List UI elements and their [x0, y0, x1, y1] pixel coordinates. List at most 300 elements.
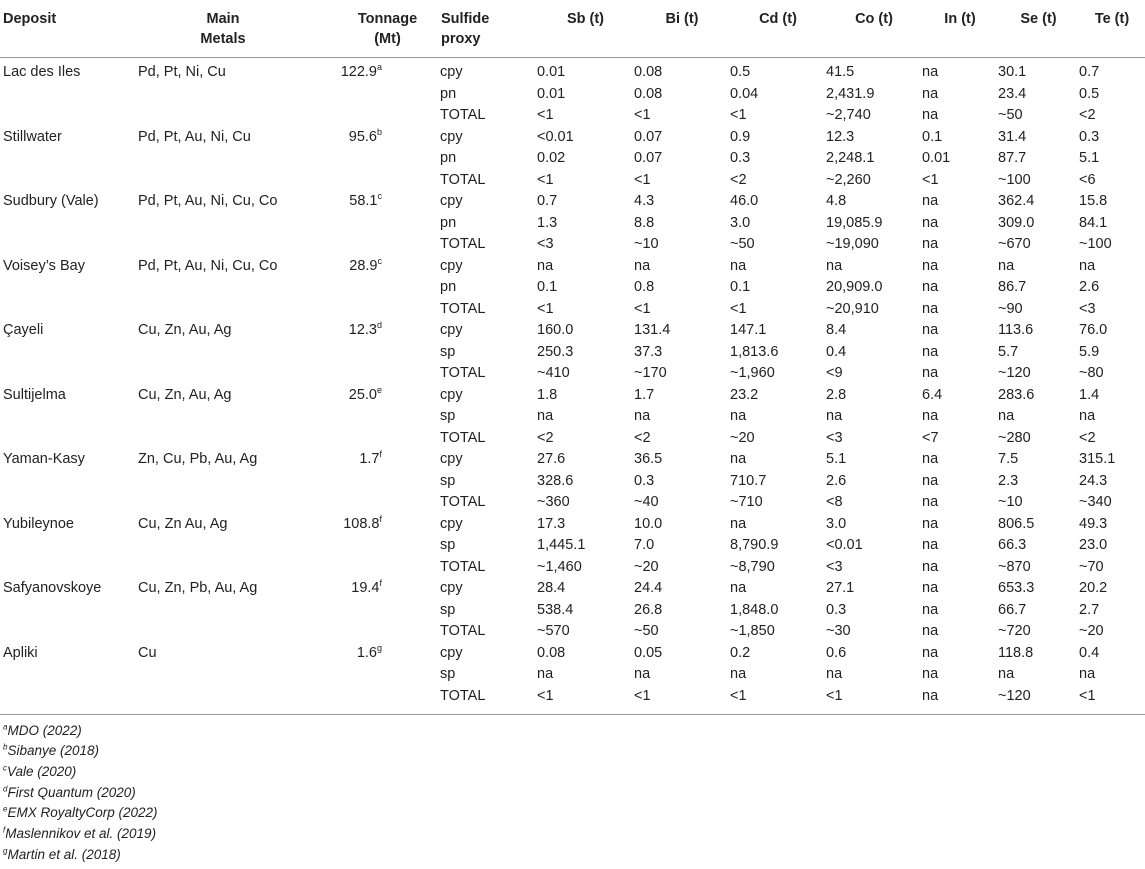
cell-proxy: cpy: [440, 193, 463, 209]
cell-deposit: [0, 363, 138, 385]
cell-se: 7.5: [998, 451, 1019, 467]
cell-sb: ~1,460: [537, 558, 582, 575]
cell-co: 2.6: [826, 472, 847, 489]
cell-tonnage: [308, 535, 440, 557]
cell-sb: <0.01: [537, 128, 574, 145]
footnote-text: First Quantum (2020): [7, 784, 136, 800]
cell-co: 8.4: [826, 322, 847, 338]
footnote-marker: c: [3, 763, 7, 773]
cell-main-metals: [138, 621, 308, 643]
cell-te: 315.1: [1079, 451, 1116, 467]
cell-main-metals: Cu, Zn, Au, Ag: [138, 386, 232, 403]
cell-te: 0.5: [1079, 85, 1100, 102]
cell-se: 362.4: [998, 193, 1035, 209]
cell-deposit: Safyanovskoye: [3, 580, 102, 596]
col-header-main-metals: Main Metals: [138, 0, 308, 58]
cell-main-metals: [138, 277, 308, 299]
cell-se: na: [998, 257, 1015, 274]
cell-proxy: TOTAL: [440, 429, 486, 446]
cell-in: na: [922, 107, 939, 123]
cell-cd: ~8,790: [730, 558, 775, 575]
footnote-text: Maslennikov et al. (2019): [5, 826, 157, 842]
cell-cd: <1: [730, 107, 747, 123]
cell-sb: 28.4: [537, 580, 566, 596]
cell-sb: 1.3: [537, 214, 558, 231]
table-row: [0, 471, 1145, 493]
cell-se: 653.3: [998, 580, 1035, 596]
footnote-text: Vale (2020): [7, 763, 77, 779]
footnote-marker: c: [377, 191, 382, 202]
col-header-sulfide-proxy: Sulfide proxy: [440, 0, 537, 58]
cell-proxy: cpy: [440, 644, 463, 661]
table-row: [0, 277, 1145, 299]
cell-te: 84.1: [1079, 214, 1108, 231]
cell-deposit: [0, 342, 138, 364]
col-header-sb: Sb (t): [537, 0, 634, 58]
cell-co: 20,909.0: [826, 279, 883, 295]
cell-deposit: Sultijelma: [3, 386, 66, 403]
cell-deposit: [0, 170, 138, 192]
cell-se: ~100: [998, 171, 1031, 188]
cell-bi: <2: [634, 429, 651, 446]
table-row: [0, 299, 1145, 321]
cell-se: 5.7: [998, 343, 1019, 360]
cell-proxy: TOTAL: [440, 107, 486, 123]
table-row: [0, 686, 1145, 715]
cell-proxy: cpy: [440, 322, 463, 338]
cell-proxy: cpy: [440, 580, 463, 596]
footnote-marker: g: [3, 846, 8, 856]
cell-in: na: [922, 257, 939, 274]
cell-co: <3: [826, 558, 843, 575]
cell-in: na: [922, 300, 939, 317]
cell-proxy: TOTAL: [440, 494, 486, 510]
cell-in: na: [922, 64, 939, 80]
cell-in: na: [922, 515, 939, 532]
footnote-marker: d: [3, 784, 8, 794]
cell-co: ~30: [826, 623, 851, 639]
cell-deposit: [0, 84, 138, 106]
cell-bi: 7.0: [634, 537, 655, 553]
cell-tonnage: 1.7$^f$: [359, 449, 382, 467]
cell-te: ~80: [1079, 365, 1104, 381]
cell-sb: <1: [537, 300, 554, 317]
cell-proxy: cpy: [440, 515, 463, 532]
cell-in: na: [922, 322, 939, 338]
footnote-text: EMX RoyaltyCorp (2022): [7, 805, 158, 821]
cell-proxy: pn: [440, 279, 457, 295]
cell-main-metals: Cu, Zn, Au, Ag: [138, 322, 232, 338]
cell-sb: 250.3: [537, 343, 574, 360]
cell-deposit: [0, 234, 138, 256]
cell-co: na: [826, 408, 843, 424]
cell-bi: 0.08: [634, 64, 663, 80]
cell-deposit: [0, 557, 138, 579]
cell-main-metals: [138, 535, 308, 557]
cell-in: <1: [922, 171, 939, 188]
cell-te: ~340: [1079, 494, 1112, 510]
cell-in: <7: [922, 429, 939, 446]
cell-bi: na: [634, 257, 651, 274]
cell-deposit: [0, 299, 138, 321]
cell-sb: ~360: [537, 494, 570, 510]
col-header-te: Te (t): [1079, 0, 1145, 58]
cell-co: 2,431.9: [826, 85, 875, 102]
cell-cd: 0.04: [730, 85, 759, 102]
cell-te: 15.8: [1079, 193, 1108, 209]
cell-deposit: Yubileynoe: [3, 515, 74, 532]
cell-se: ~870: [998, 558, 1031, 575]
cell-co: 0.3: [826, 601, 847, 618]
cell-bi: 0.05: [634, 644, 663, 661]
footnote: [3, 741, 1145, 762]
cell-main-metals: [138, 363, 308, 385]
cell-te: 20.2: [1079, 580, 1108, 596]
cell-bi: 0.08: [634, 85, 663, 102]
cell-co: 5.1: [826, 451, 847, 467]
footnote: [3, 803, 1145, 824]
cell-in: na: [922, 666, 939, 682]
cell-proxy: TOTAL: [440, 236, 486, 252]
cell-bi: 4.3: [634, 193, 655, 209]
cell-se: ~10: [998, 494, 1023, 510]
cell-proxy: TOTAL: [440, 171, 486, 188]
cell-main-metals: [138, 299, 308, 321]
cell-te: na: [1079, 257, 1096, 274]
cell-te: 5.9: [1079, 343, 1100, 360]
cell-bi: 0.8: [634, 279, 655, 295]
cell-co: <9: [826, 365, 843, 381]
footnotes: [0, 721, 1145, 866]
cell-te: ~20: [1079, 623, 1104, 639]
cell-cd: 0.3: [730, 150, 751, 166]
cell-in: 0.1: [922, 128, 943, 145]
cell-co: 4.8: [826, 193, 847, 209]
cell-bi: <1: [634, 171, 651, 188]
cell-in: na: [922, 85, 939, 102]
cell-se: 87.7: [998, 150, 1027, 166]
cell-in: na: [922, 623, 939, 639]
cell-sb: 27.6: [537, 451, 566, 467]
col-header-se: Se (t): [998, 0, 1079, 58]
cell-bi: 0.07: [634, 150, 663, 166]
table-row: [0, 148, 1145, 170]
cell-tonnage: 122.9$^a$: [340, 62, 382, 80]
cell-deposit: [0, 105, 138, 127]
cell-se: 283.6: [998, 386, 1035, 403]
col-header-tonnage: Tonnage (Mt): [308, 0, 440, 58]
footnote-text: Martin et al. (2018): [7, 846, 121, 862]
cell-tonnage: [308, 299, 440, 321]
cell-deposit: [0, 428, 138, 450]
cell-tonnage: [308, 148, 440, 170]
cell-cd: 0.1: [730, 279, 751, 295]
cell-co: 2,248.1: [826, 150, 875, 166]
cell-te: <2: [1079, 107, 1096, 123]
footnote-marker: e: [3, 804, 8, 814]
footnote-marker: a: [376, 62, 382, 73]
cell-bi: 37.3: [634, 343, 663, 360]
cell-bi: 24.4: [634, 580, 663, 596]
cell-se: ~50: [998, 107, 1023, 123]
cell-cd: na: [730, 451, 747, 467]
cell-main-metals: [138, 213, 308, 235]
cell-proxy: TOTAL: [440, 300, 486, 317]
cell-bi: 36.5: [634, 451, 663, 467]
cell-bi: ~20: [634, 558, 659, 575]
cell-proxy: cpy: [440, 451, 463, 467]
table-row: [0, 363, 1145, 385]
cell-co: na: [826, 666, 843, 682]
footnote-marker: b: [3, 742, 8, 752]
cell-proxy: pn: [440, 214, 457, 231]
cell-in: na: [922, 279, 939, 295]
cell-co: <1: [826, 686, 922, 715]
cell-in: 6.4: [922, 386, 943, 403]
cell-cd: 3.0: [730, 214, 751, 231]
cell-se: 31.4: [998, 128, 1027, 145]
cell-cd: na: [730, 666, 747, 682]
cell-bi: ~40: [634, 494, 659, 510]
cell-te: 2.6: [1079, 279, 1100, 295]
cell-se: ~90: [998, 300, 1023, 317]
col-header-bi: Bi (t): [634, 0, 730, 58]
cell-cd: na: [730, 515, 747, 532]
cell-se: 113.6: [998, 322, 1034, 338]
footnote: [3, 721, 1145, 742]
cell-cd: <2: [730, 171, 747, 188]
cell-in: na: [922, 236, 939, 252]
cell-tonnage: [308, 686, 440, 715]
col-header-co: Co (t): [826, 0, 922, 58]
cell-cd: na: [730, 408, 747, 424]
table-row: [0, 170, 1145, 192]
cell-in: na: [922, 494, 939, 510]
cell-te: 49.3: [1079, 515, 1108, 532]
cell-deposit: Voisey’s Bay: [3, 257, 85, 274]
cell-te: <1: [1079, 686, 1145, 715]
cell-te: na: [1079, 666, 1096, 682]
cell-bi: ~50: [634, 623, 659, 639]
cell-se: ~670: [998, 236, 1031, 252]
cell-sb: na: [537, 666, 554, 682]
cell-sb: <1: [537, 107, 554, 123]
cell-main-metals: Pd, Pt, Au, Ni, Cu, Co: [138, 257, 278, 274]
cell-main-metals: [138, 234, 308, 256]
cell-deposit: Sudbury (Vale): [3, 193, 99, 209]
table-row: [0, 449, 1145, 471]
cell-cd: 0.5: [730, 64, 751, 80]
cell-tonnage: [308, 664, 440, 686]
table-body: [0, 58, 1145, 715]
cell-proxy: sp: [440, 472, 456, 489]
cell-tonnage: [308, 170, 440, 192]
cell-deposit: [0, 277, 138, 299]
cell-te: 0.7: [1079, 64, 1100, 80]
cell-deposit: Lac des Iles: [3, 64, 81, 80]
table-row: [0, 643, 1145, 665]
cell-co: <3: [826, 429, 843, 446]
footnote-marker: c: [377, 255, 382, 266]
cell-te: ~100: [1079, 236, 1112, 252]
cell-deposit: [0, 471, 138, 493]
cell-bi: 1.7: [634, 386, 655, 403]
cell-se: 806.5: [998, 515, 1035, 532]
cell-in: na: [922, 214, 939, 231]
table-row: [0, 492, 1145, 514]
cell-bi: <1: [634, 300, 651, 317]
cell-tonnage: [308, 471, 440, 493]
cell-sb: 1.8: [537, 386, 558, 403]
cell-tonnage: [308, 406, 440, 428]
cell-proxy: sp: [440, 537, 456, 553]
cell-te: 76.0: [1079, 322, 1108, 338]
cell-co: ~2,260: [826, 171, 871, 188]
cell-tonnage: [308, 342, 440, 364]
cell-tonnage: 95.6$^b$: [348, 126, 382, 145]
cell-se: ~120: [998, 365, 1031, 381]
cell-cd: na: [730, 257, 747, 274]
cell-bi: 0.3: [634, 472, 655, 489]
footnote-marker: f: [379, 513, 382, 524]
cell-tonnage: [308, 84, 440, 106]
cell-sb: <3: [537, 236, 554, 252]
cell-proxy: cpy: [440, 386, 463, 403]
cell-bi: 10.0: [634, 515, 663, 532]
cell-tonnage: [308, 557, 440, 579]
cell-se: ~120: [998, 686, 1079, 715]
cell-co: 3.0: [826, 515, 847, 532]
table-row: [0, 621, 1145, 643]
cell-te: ~70: [1079, 558, 1104, 575]
cell-cd: 147.1: [730, 322, 767, 338]
cell-se: na: [998, 408, 1015, 424]
cell-co: 12.3: [826, 128, 855, 145]
cell-tonnage: [308, 105, 440, 127]
footnote-marker: e: [376, 384, 382, 395]
table-row: [0, 428, 1145, 450]
cell-in: na: [922, 644, 939, 661]
cell-co: <0.01: [826, 537, 863, 553]
cell-te: 24.3: [1079, 472, 1108, 489]
table-row: [0, 127, 1145, 149]
table-row: [0, 578, 1145, 600]
table-row: [0, 320, 1145, 342]
cell-cd: <1: [730, 300, 747, 317]
cell-se: 309.0: [998, 214, 1035, 231]
cell-in: na: [922, 343, 939, 360]
cell-deposit: [0, 535, 138, 557]
cell-sb: 0.1: [537, 279, 558, 295]
cell-cd: <1: [730, 686, 826, 715]
cell-deposit: [0, 213, 138, 235]
cell-in: na: [922, 601, 939, 618]
cell-bi: ~10: [634, 236, 659, 252]
cell-sb: <1: [537, 171, 554, 188]
footnote: [3, 824, 1145, 845]
cell-deposit: Stillwater: [3, 128, 62, 145]
cell-proxy: TOTAL: [440, 558, 486, 575]
cell-te: 5.1: [1079, 150, 1100, 166]
cell-proxy: pn: [440, 150, 457, 166]
cell-proxy: sp: [440, 601, 456, 618]
cell-se: na: [998, 666, 1015, 682]
footnote-marker: f: [3, 825, 6, 835]
cell-in: na: [922, 686, 998, 715]
cell-sb: na: [537, 257, 554, 274]
cell-tonnage: 108.8$^f$: [343, 513, 382, 532]
cell-proxy: pn: [440, 85, 457, 102]
table-row: [0, 105, 1145, 127]
cell-se: 66.7: [998, 601, 1027, 618]
cell-cd: ~50: [730, 236, 755, 252]
cell-sb: <2: [537, 429, 554, 446]
cell-co: 0.6: [826, 644, 847, 661]
cell-tonnage: [308, 277, 440, 299]
footnote: [3, 845, 1145, 866]
cell-cd: 23.2: [730, 386, 759, 403]
cell-sb: 538.4: [537, 601, 574, 618]
cell-se: ~720: [998, 623, 1031, 639]
cell-main-metals: [138, 471, 308, 493]
cell-co: 0.4: [826, 343, 847, 360]
cell-cd: ~1,850: [730, 623, 775, 639]
cell-tonnage: 25.0e: [348, 384, 382, 403]
cell-se: 2.3: [998, 472, 1019, 489]
table-row: [0, 664, 1145, 686]
cell-sb: 0.01: [537, 85, 566, 102]
table-header: [0, 0, 1145, 58]
cell-deposit: [0, 686, 138, 715]
cell-deposit: [0, 664, 138, 686]
cell-te: <6: [1079, 171, 1096, 188]
footnote-text: MDO (2022): [7, 722, 82, 738]
cell-proxy: cpy: [440, 128, 463, 145]
cell-proxy: TOTAL: [440, 623, 486, 639]
cell-se: 118.8: [998, 644, 1034, 661]
footnote-marker: f: [379, 449, 382, 460]
footnote-marker: g: [376, 642, 382, 653]
cell-sb: 0.7: [537, 193, 558, 209]
cell-main-metals: [138, 105, 308, 127]
cell-se: ~280: [998, 429, 1031, 446]
cell-te: 0.4: [1079, 644, 1100, 661]
cell-main-metals: Pd, Pt, Au, Ni, Cu, Co: [138, 193, 278, 209]
cell-main-metals: [138, 406, 308, 428]
cell-sb: 160.0: [537, 322, 574, 338]
cell-co: 41.5: [826, 64, 855, 80]
cell-tonnage: 28.9$^c$: [349, 255, 382, 274]
cell-main-metals: Pd, Pt, Au, Ni, Cu: [138, 128, 251, 145]
cell-main-metals: [138, 686, 308, 715]
cell-main-metals: [138, 492, 308, 514]
cell-in: 0.01: [922, 150, 951, 166]
cell-tonnage: [308, 363, 440, 385]
table-row: [0, 385, 1145, 407]
cell-deposit: [0, 621, 138, 643]
cell-cd: ~1,960: [730, 365, 775, 381]
cell-sb: 17.3: [537, 515, 566, 532]
cell-se: 66.3: [998, 537, 1027, 553]
cell-co: <8: [826, 494, 843, 510]
cell-sb: na: [537, 408, 554, 424]
cell-sb: 0.01: [537, 64, 566, 80]
table-row: [0, 514, 1145, 536]
cell-deposit: Çayeli: [3, 322, 44, 338]
cell-cd: 1,848.0: [730, 601, 779, 618]
cell-main-metals: [138, 600, 308, 622]
cell-deposit: [0, 406, 138, 428]
